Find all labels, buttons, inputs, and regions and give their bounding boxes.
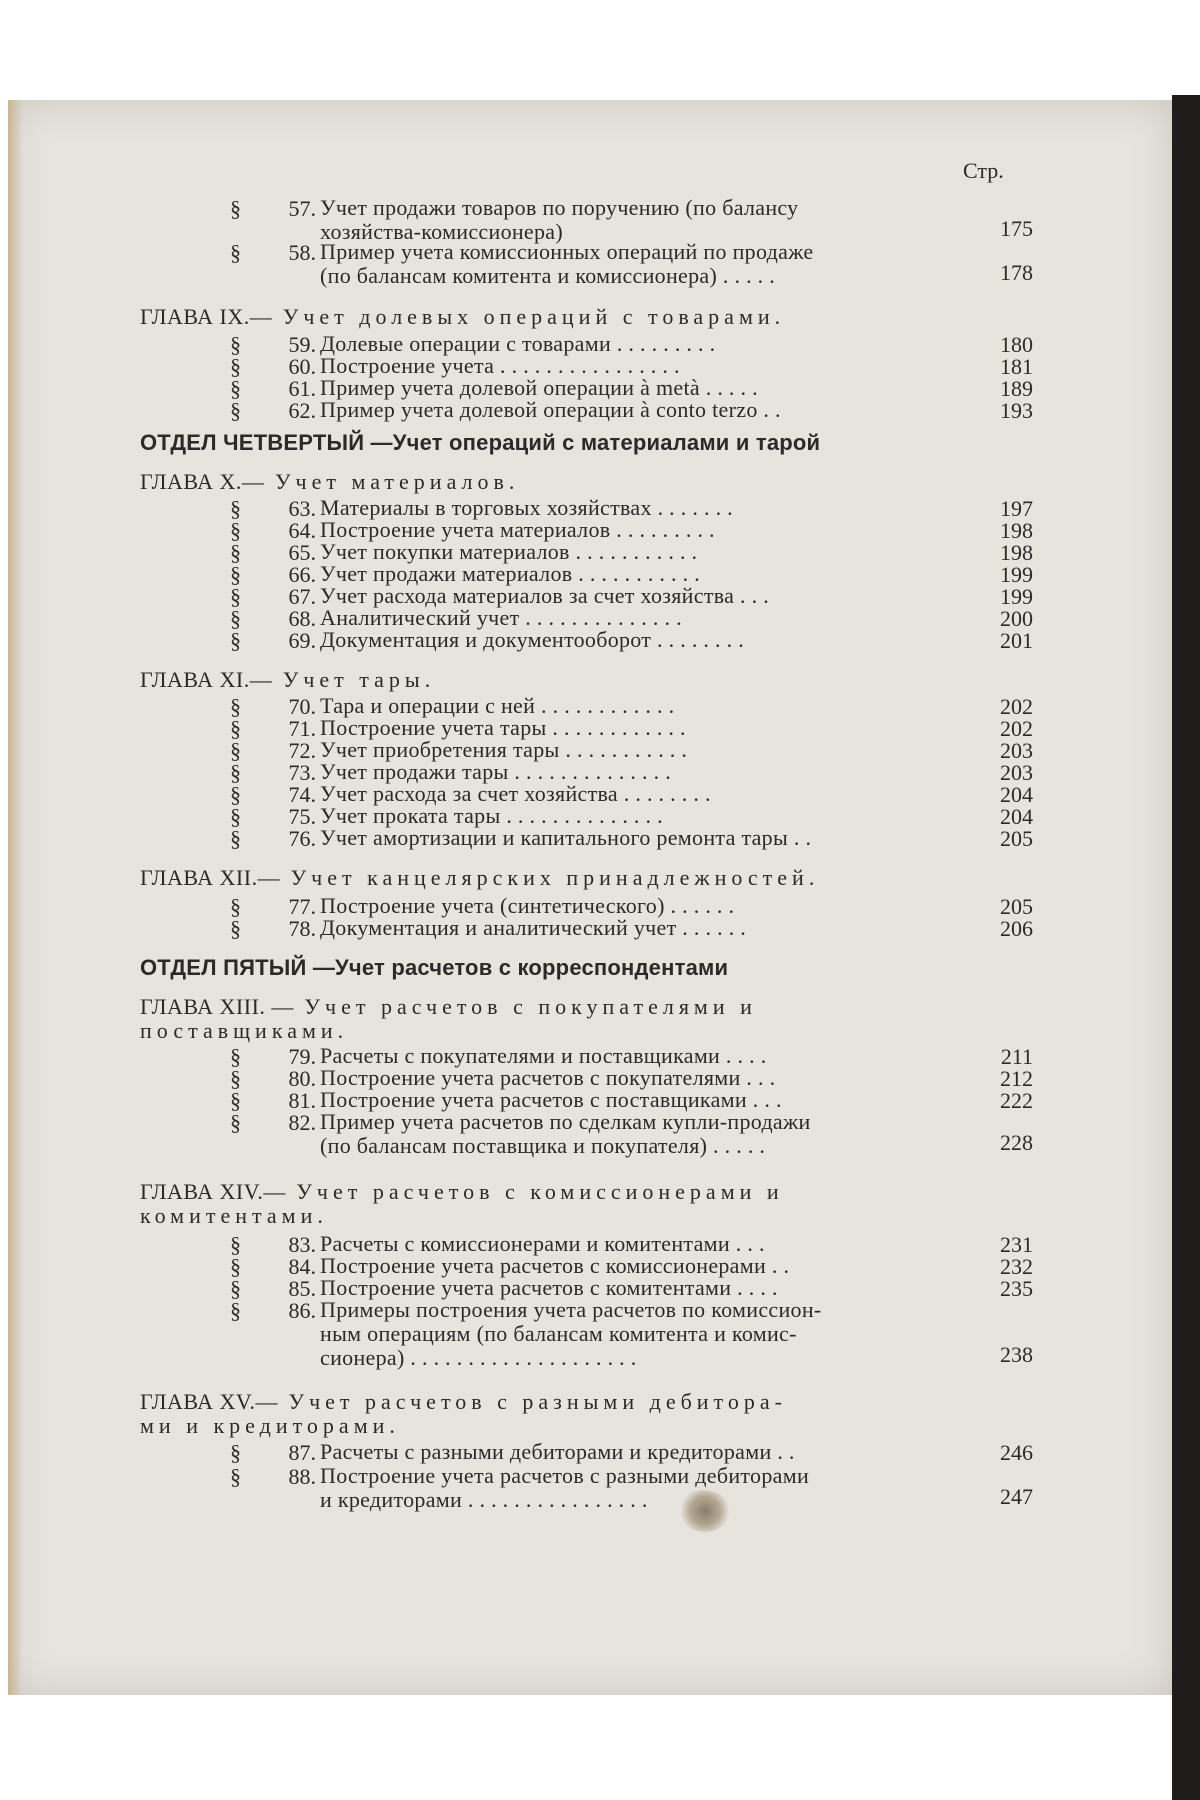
chapter-heading [140, 866, 1020, 890]
section-sign: § [230, 916, 241, 941]
section-sign: § [230, 496, 241, 521]
section-number: 70. [288, 694, 316, 719]
page-number: 204 [1000, 782, 1033, 807]
section-title: Учет амортизации и капитального ремонта тары . . [320, 825, 812, 850]
chapter-label: ГЛАВА XIII. — [140, 994, 294, 1019]
page-number: 205 [1000, 894, 1033, 919]
section-sign: § [230, 1110, 241, 1135]
page-number: 206 [1000, 916, 1033, 941]
section-sign: § [230, 1276, 241, 1301]
chapter-label: ГЛАВА XI.— [140, 667, 273, 692]
section-number: 86. [288, 1298, 316, 1323]
section-number: 73. [288, 760, 316, 785]
section-number: 74. [288, 782, 316, 807]
section-title: Учет продажи товаров по поручению (по балансу хозяйства-комиссионера) [320, 195, 799, 244]
section-title: Долевые операции с товарами . . . . . . . . . [320, 331, 716, 356]
section-number: 71. [288, 716, 316, 741]
section-sign: § [230, 826, 241, 851]
section-sign: § [230, 894, 241, 919]
background-right-edge [1172, 95, 1200, 1800]
section-title: Документация и аналитический учет . . . . . . [320, 915, 747, 940]
section-title: Построение учета . . . . . . . . . . . . . . . . [320, 353, 680, 378]
chapter-heading [140, 1390, 1020, 1438]
page-number: 202 [1000, 716, 1033, 741]
section-sign: § [230, 354, 241, 379]
section-title: Учет расхода за счет хозяйства . . . . . . . . [320, 781, 711, 806]
page-number: 200 [1000, 606, 1033, 631]
section-number: 85. [288, 1276, 316, 1301]
background-top [0, 0, 1200, 100]
section-number: 75. [288, 804, 316, 829]
section-title: Учет покупки материалов . . . . . . . . . . . [320, 539, 698, 564]
section-title: Расчеты с комиссионерами и комитентами . . . [320, 1231, 765, 1256]
section-title: Построение учета расчетов с разными дебиторами и кредиторами . . . . . . . . . . . . . . . . [320, 1463, 810, 1512]
section-sign: § [230, 584, 241, 609]
page-number: 231 [1000, 1232, 1033, 1257]
chapter-label: ГЛАВА XV.— [140, 1389, 278, 1414]
chapter-name: Учет расчетов с покупателями и поставщиками. [140, 994, 757, 1043]
section-sign: § [230, 1066, 241, 1091]
section-sign: § [230, 782, 241, 807]
section-sign: § [230, 240, 241, 265]
book-page [8, 100, 1172, 1695]
page-number: 246 [1000, 1440, 1033, 1465]
page-number: 198 [1000, 518, 1033, 543]
section-number: 66. [288, 562, 316, 587]
section-sign: § [230, 332, 241, 357]
section-sign: § [230, 606, 241, 631]
page-number: 228 [1000, 1130, 1033, 1155]
section-sign: § [230, 1440, 241, 1465]
section-title: Аналитический учет . . . . . . . . . . . . . . [320, 605, 682, 630]
chapter-name: Учет расчетов с разными дебитора- ми и кредиторами. [140, 1389, 787, 1438]
section-number: 67. [288, 584, 316, 609]
section-title: Документация и документооборот . . . . . . . . [320, 627, 745, 652]
section-number: 80. [288, 1066, 316, 1091]
section-number: 87. [288, 1440, 316, 1465]
section-title: Построение учета материалов . . . . . . . . . [320, 517, 715, 542]
page-number: 199 [1000, 584, 1033, 609]
section-number: 62. [288, 398, 316, 423]
section-sign: § [230, 738, 241, 763]
section-number: 83. [288, 1232, 316, 1257]
section-title: Построение учета расчетов с поставщиками . . . [320, 1087, 782, 1112]
section-number: 77. [288, 894, 316, 919]
section-number: 58. [288, 240, 316, 265]
page-number: 175 [1000, 216, 1033, 241]
page-number: 193 [1000, 398, 1033, 423]
section-number: 84. [288, 1254, 316, 1279]
section-title: Учет продажи тары . . . . . . . . . . . . . . [320, 759, 672, 784]
section-title: Построение учета расчетов с комитентами . . . . [320, 1275, 778, 1300]
page-number: 212 [1000, 1066, 1033, 1091]
page-number: 201 [1000, 628, 1033, 653]
section-number: 60. [288, 354, 316, 379]
section-number: 82. [288, 1110, 316, 1135]
section-title: Учет расхода материалов за счет хозяйства . . . [320, 583, 769, 608]
section-sign: § [230, 518, 241, 543]
section-sign: § [230, 804, 241, 829]
section-number: 68. [288, 606, 316, 631]
section-sign: § [230, 196, 241, 221]
chapter-name: Учет расчетов с комиссионерами и комитентами. [140, 1179, 784, 1228]
chapter-name: Учет тары. [272, 667, 436, 692]
page-number: 238 [1000, 1342, 1033, 1367]
section-number: 69. [288, 628, 316, 653]
part-heading: ОТДЕЛ ЧЕТВЕРТЫЙ —Учет операций с материалами и тарой [140, 430, 821, 455]
page-number: 178 [1000, 260, 1033, 285]
section-sign: § [230, 376, 241, 401]
section-sign: § [230, 716, 241, 741]
section-title: Построение учета (синтетического) . . . . . . [320, 893, 735, 918]
page-number: 203 [1000, 738, 1033, 763]
section-number: 78. [288, 916, 316, 941]
section-sign: § [230, 540, 241, 565]
chapter-heading [140, 470, 1020, 494]
section-number: 65. [288, 540, 316, 565]
page-number: 205 [1000, 826, 1033, 851]
page-number: 197 [1000, 496, 1033, 521]
chapter-name: Учет материалов. [264, 469, 520, 494]
section-title: Расчеты с покупателями и поставщиками . . . . [320, 1043, 767, 1068]
chapter-heading [140, 1180, 1020, 1228]
chapter-heading [140, 668, 1020, 692]
chapter-heading [140, 305, 1020, 329]
page-number: 180 [1000, 332, 1033, 357]
page-number: 211 [1000, 1044, 1033, 1069]
section-number: 79. [288, 1044, 316, 1069]
section-sign: § [230, 562, 241, 587]
section-title: Пример учета долевой операции à conto terzo . . [320, 397, 781, 422]
section-number: 81. [288, 1088, 316, 1113]
section-sign: § [230, 1254, 241, 1279]
table-of-contents [8, 100, 1172, 1695]
section-title: Учет приобретения тары . . . . . . . . . . . [320, 737, 688, 762]
section-sign: § [230, 1298, 241, 1323]
chapter-heading [140, 995, 1020, 1043]
section-sign: § [230, 1464, 241, 1489]
section-title: Пример учета комиссионных операций по продаже (по балансам комитента и комиссионера) . . . . . [320, 239, 814, 288]
section-title: Пример учета расчетов по сделкам купли-продажи (по балансам поставщика и покупателя) . . . . . [320, 1109, 811, 1158]
page-number: 199 [1000, 562, 1033, 587]
section-number: 59. [288, 332, 316, 357]
page-number: 247 [1000, 1484, 1033, 1509]
section-sign: § [230, 1232, 241, 1257]
section-number: 57. [288, 196, 316, 221]
page-number: 204 [1000, 804, 1033, 829]
chapter-name: Учет долевых операций с товарами. [272, 304, 786, 329]
page-number: 232 [1000, 1254, 1033, 1279]
section-title: Тара и операции с ней . . . . . . . . . . . . [320, 693, 675, 718]
page-number: 198 [1000, 540, 1033, 565]
chapter-label: ГЛАВА XII.— [140, 865, 281, 890]
section-title: Построение учета расчетов с комиссионерами . . [320, 1253, 790, 1278]
chapter-label: ГЛАВА XIV.— [140, 1179, 286, 1204]
page-number: 181 [1000, 354, 1033, 379]
chapter-name: Учет канцелярских принадлежностей. [280, 865, 820, 890]
part-heading: ОТДЕЛ ПЯТЫЙ —Учет расчетов с корреспондентами [140, 955, 729, 980]
section-title: Построение учета тары . . . . . . . . . . . . [320, 715, 686, 740]
chapter-label: ГЛАВА X.— [140, 469, 265, 494]
section-number: 76. [288, 826, 316, 851]
page-number: 202 [1000, 694, 1033, 719]
section-title: Пример учета долевой операции à metà . . . . . [320, 375, 758, 400]
section-sign: § [230, 628, 241, 653]
page-number: 222 [1000, 1088, 1033, 1113]
page-column-header: Стр. [963, 158, 1004, 183]
section-number: 63. [288, 496, 316, 521]
section-sign: § [230, 694, 241, 719]
section-sign: § [230, 760, 241, 785]
section-title: Учет проката тары . . . . . . . . . . . . . . [320, 803, 663, 828]
section-number: 88. [288, 1464, 316, 1489]
section-title: Построение учета расчетов с покупателями . . . [320, 1065, 776, 1090]
section-title: Учет продажи материалов . . . . . . . . . . . [320, 561, 701, 586]
chapter-label: ГЛАВА IX.— [140, 304, 273, 329]
section-title: Расчеты с разными дебиторами и кредиторами . . [320, 1439, 795, 1464]
page-number: 203 [1000, 760, 1033, 785]
section-number: 72. [288, 738, 316, 763]
section-title: Примеры построения учета расчетов по комиссион- ным операциям (по балансам комитента и комис- сионера) . . . . . . . . . . . . . . . . . . . . [320, 1297, 822, 1370]
section-title: Материалы в торговых хозяйствах . . . . . . . [320, 495, 733, 520]
section-sign: § [230, 398, 241, 423]
section-number: 61. [288, 376, 316, 401]
section-sign: § [230, 1088, 241, 1113]
section-sign: § [230, 1044, 241, 1069]
page-number: 189 [1000, 376, 1033, 401]
section-number: 64. [288, 518, 316, 543]
page-number: 235 [1000, 1276, 1033, 1301]
